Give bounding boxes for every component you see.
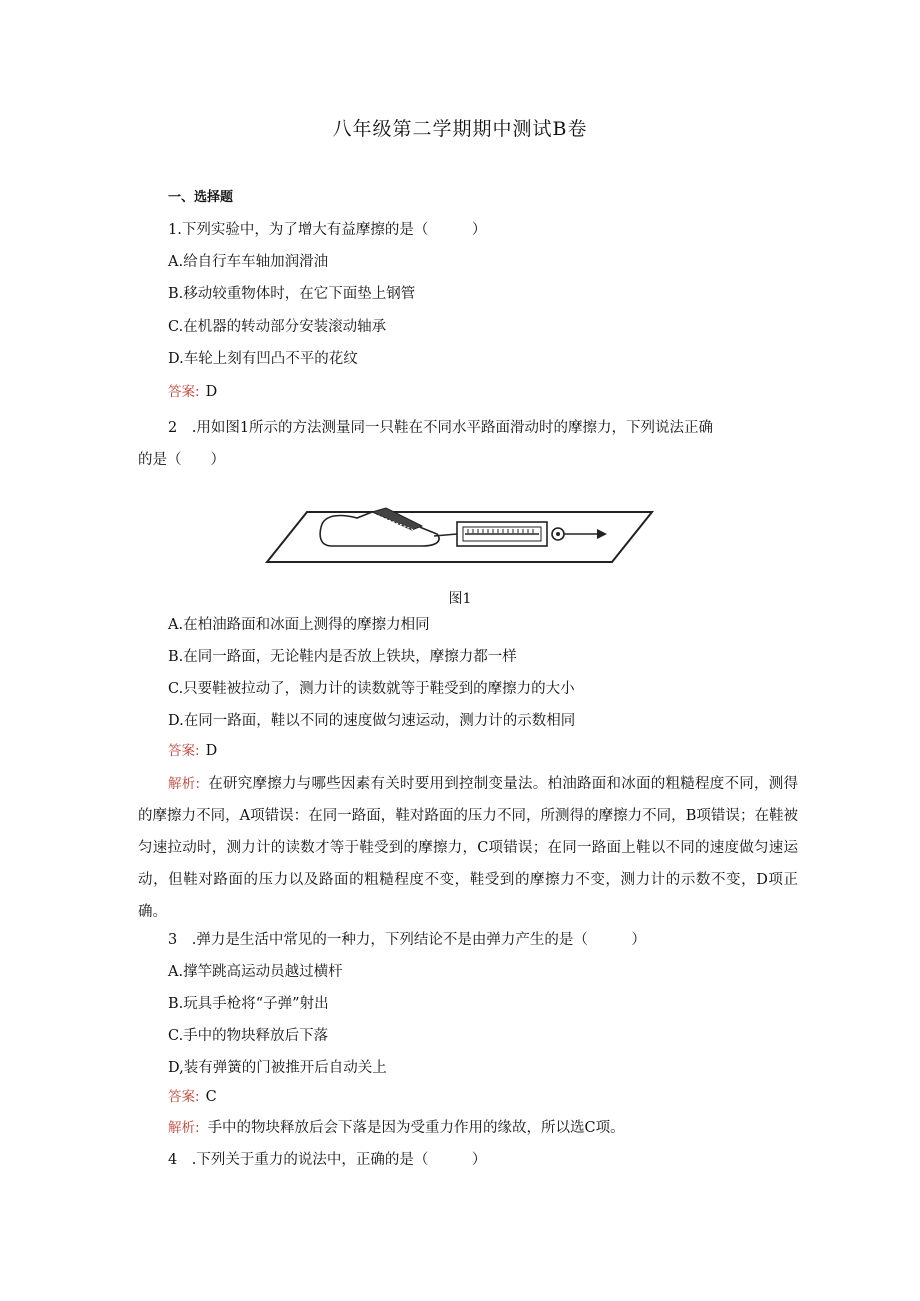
q2-option-a: A.在柏油路面和冰面上测得的摩擦力相同 — [168, 617, 430, 633]
answer-label: 答案: — [168, 743, 200, 759]
q3-option-d: D,装有弹簧的门被推开后自动关上 — [168, 1060, 387, 1076]
q2-option-b: B.在同一路面，无论鞋内是否放上铁块，摩擦力都一样 — [168, 649, 517, 665]
q4-stem: 4 .下列关于重力的说法中，正确的是（ ） — [168, 1152, 487, 1168]
shoe-shape — [320, 512, 439, 546]
analysis-label: 解析: — [168, 1120, 200, 1136]
answer-label: 答案: — [168, 384, 200, 400]
figure-caption: 图1 — [448, 591, 472, 607]
q2-analysis — [138, 768, 798, 928]
analysis-text: 在研究摩擦力与哪些因素有关时要用到控制变量法。柏油路面和冰面的粗糙程度不同，测得的摩擦力不同，A项错误：在同一路面，鞋对路面的压力不同，所测得的摩擦力不同，B项错误；在鞋被匀速拉动时，测力计的读数才等于鞋受到的摩擦力，C项错误；在同一路面上鞋以不同的速度做匀速运动，但鞋对路面的压力以及路面的粗糙程度不变，鞋受到的摩擦力不变，测力计的示数不变，D项正确。 — [138, 776, 798, 920]
q2-option-d: D.在同一路面，鞋以不同的速度做匀速运动，测力计的示数相同 — [168, 713, 576, 729]
q3-analysis — [168, 1118, 625, 1138]
q2-stem-line1: 2 .用如图1所示的方法测量同一只鞋在不同水平路面滑动时的摩擦力，下列说法正确 — [168, 420, 714, 436]
answer-value: C — [205, 1089, 217, 1105]
section-heading: 一、选择题 — [168, 190, 234, 205]
q3-option-a: A.撑竿跳高运动员越过横杆 — [168, 964, 343, 980]
page-title: 八年级第二学期期中测试B卷 — [332, 118, 588, 140]
q1-option-d: D.车轮上刻有凹凸不平的花纹 — [168, 351, 358, 367]
q1-option-b: B.移动较重物体时，在它下面垫上钢管 — [168, 286, 416, 302]
q2-answer — [168, 741, 217, 761]
answer-value: D — [205, 384, 218, 400]
q3-answer — [168, 1087, 217, 1107]
q1-option-c: C.在机器的转动部分安装滚动轴承 — [168, 319, 387, 335]
q2-stem-line2: 的是（ ） — [138, 452, 225, 468]
q3-option-b: B.玩具手枪将“子弹”射出 — [168, 996, 329, 1012]
q1-answer — [168, 382, 217, 402]
shoe-friction-figure — [262, 500, 658, 570]
analysis-text: 手中的物块释放后会下落是因为受重力作用的缘故，所以选C项。 — [207, 1120, 625, 1136]
analysis-label: 解析: — [168, 776, 201, 792]
q2-option-c: C.只要鞋被拉动了，测力计的读数就等于鞋受到的摩擦力的大小 — [168, 681, 575, 697]
q1-stem: 1.下列实验中，为了增大有益摩擦的是（ ） — [168, 222, 487, 238]
answer-label: 答案: — [168, 1089, 200, 1105]
answer-value: D — [205, 743, 218, 759]
q3-option-c: C.手中的物块释放后下落 — [168, 1028, 329, 1044]
q3-stem: 3 .弹力是生活中常见的一种力，下列结论不是由弹力产生的是（ ） — [168, 932, 646, 948]
q1-option-a: A.给自行车车轴加润滑油 — [168, 254, 329, 270]
